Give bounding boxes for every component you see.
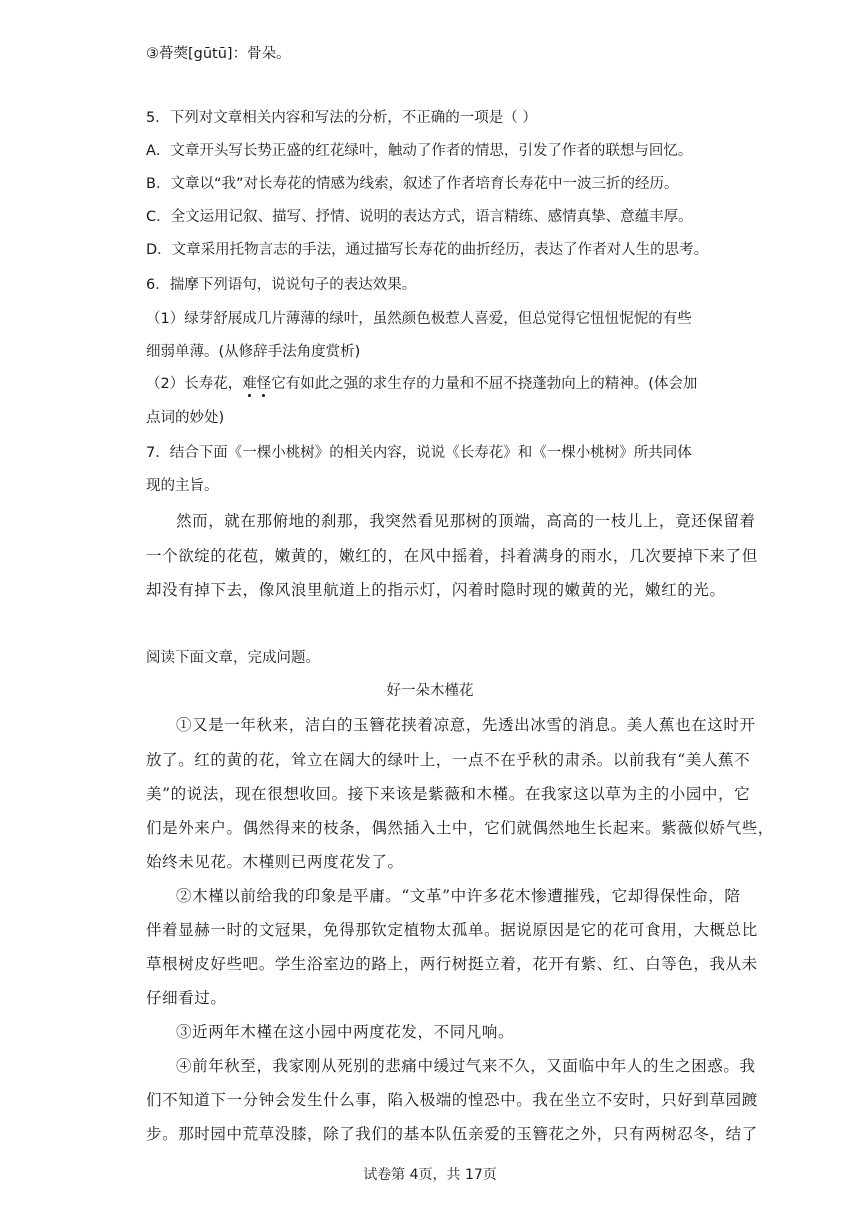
question-6-item-1-cont: 细弱单薄。(从修辞手法角度赏析) bbox=[146, 344, 361, 360]
question-5-option-a: A．文章开头写长势正盛的红花绿叶，触动了作者的情思，引发了作者的联想与回忆。 bbox=[146, 143, 693, 159]
article-line-9: 仔细看过。 bbox=[146, 989, 227, 1007]
page-footer: 试卷第 4页，共 17页 bbox=[363, 1167, 497, 1183]
question-7-stem-cont: 现的主旨。 bbox=[146, 478, 219, 494]
question-5-stem: 5．下列对文章相关内容和写法的分析，不正确的一项是（ ） bbox=[146, 110, 537, 126]
article-line-4: 们是外来户。偶然得来的枝条，偶然插入土中，它们就偶然地生长起来。紫薇似娇气些， bbox=[146, 819, 774, 837]
question-5-option-c: C．全文运用记叙、描写、抒情、说明的表达方式，语言精练、感情真挚、意蕴丰厚。 bbox=[146, 209, 693, 225]
question-6-item-2-suffix: 它有如此之强的求生存的力量和不屈不挠蓬勃向上的精神。(体会加 bbox=[271, 376, 698, 392]
excerpt-line-2: 一个欲绽的花苞，嫩黄的，嫩红的，在风中摇着，抖着满身的雨水，几次要掉下来了但 bbox=[146, 547, 758, 565]
question-7-stem: 7．结合下面《一棵小桃树》的相关内容，说说《长寿花》和《一棵小桃树》所共同体 bbox=[146, 445, 692, 461]
article-line-10: ③近两年木槿在这小园中两度花发，不同凡响。 bbox=[176, 1023, 515, 1041]
question-6-item-1: （1）绿芽舒展成几片薄薄的绿叶，虽然颜色极惹人喜爱，但总觉得它忸忸怩怩的有些 bbox=[146, 311, 692, 327]
article-line-13: 步。那时园中荒草没膝，除了我们的基本队伍亲爱的玉簪花之外，只有两树忍冬，结了 bbox=[146, 1125, 758, 1143]
dotted-char-nan: 难 bbox=[242, 376, 257, 392]
question-6-item-2-prefix: （2）长寿花， bbox=[146, 376, 243, 392]
article-line-8: 草根树皮好些吧。学生浴室边的路上，两行树挺立着，花开有紫、红、白等色，我从未 bbox=[146, 955, 758, 973]
article-line-5: 始终未见花。木槿则已两度花发了。 bbox=[146, 853, 404, 871]
reading-instruction: 阅读下面文章，完成问题。 bbox=[146, 650, 320, 666]
question-6-stem: 6．揣摩下列语句，说说句子的表达效果。 bbox=[146, 277, 417, 293]
article-line-7: 伴着显赫一时的文冠果，免得那钦定植物太孤单。据说原因是它的花可食用，大概总比 bbox=[146, 921, 758, 939]
excerpt-line-1: 然而，就在那俯地的刹那，我突然看见那树的顶端，高高的一枝儿上，竟还保留着 bbox=[176, 512, 756, 530]
article-line-11: ④前年秋至，我家刚从死别的悲痛中缓过气来不久，又面临中年人的生之困惑。我 bbox=[176, 1057, 756, 1075]
article-title: 好一朵木槿花 bbox=[386, 683, 474, 699]
excerpt-line-3: 却没有掉下去，像风浪里航道上的指示灯，闪着时隐时现的嫩黄的光，嫩红的光。 bbox=[146, 581, 726, 599]
question-5-option-d: D．文章采用托物言志的手法，通过描写长寿花的曲折经历，表达了作者对人生的思考。 bbox=[146, 242, 709, 258]
question-5-option-b: B．文章以“我”对长寿花的情感为线索，叙述了作者培育长寿花中一波三折的经历。 bbox=[146, 176, 679, 192]
article-line-6: ②木槿以前给我的印象是平庸。“文革”中许多花木惨遭摧残，它却得保性命，陪 bbox=[176, 887, 741, 905]
footnote-3: ③蓇葖[gūtū]：骨朵。 bbox=[146, 46, 291, 62]
article-line-1: ①又是一年秋来，洁白的玉簪花挟着凉意，先透出冰雪的消息。美人蕉也在这时开 bbox=[176, 716, 756, 734]
article-line-12: 们不知道下一分钟会发生什么事，陷入极端的惶恐中。我在坐立不安时，只好到草园踱 bbox=[146, 1091, 758, 1109]
question-6-item-2 bbox=[146, 374, 697, 394]
article-line-2: 放了。红的黄的花，耸立在阔大的绿叶上，一点不在乎秋的肃杀。以前我有“美人蕉不 bbox=[146, 751, 751, 769]
dotted-char-guai: 怪 bbox=[256, 376, 272, 392]
question-6-item-2-cont: 点词的妙处) bbox=[146, 410, 225, 426]
article-line-3: 美”的说法，现在很想收回。接下来该是紫薇和木槿。在我家这以草为主的小园中，它 bbox=[146, 785, 751, 803]
